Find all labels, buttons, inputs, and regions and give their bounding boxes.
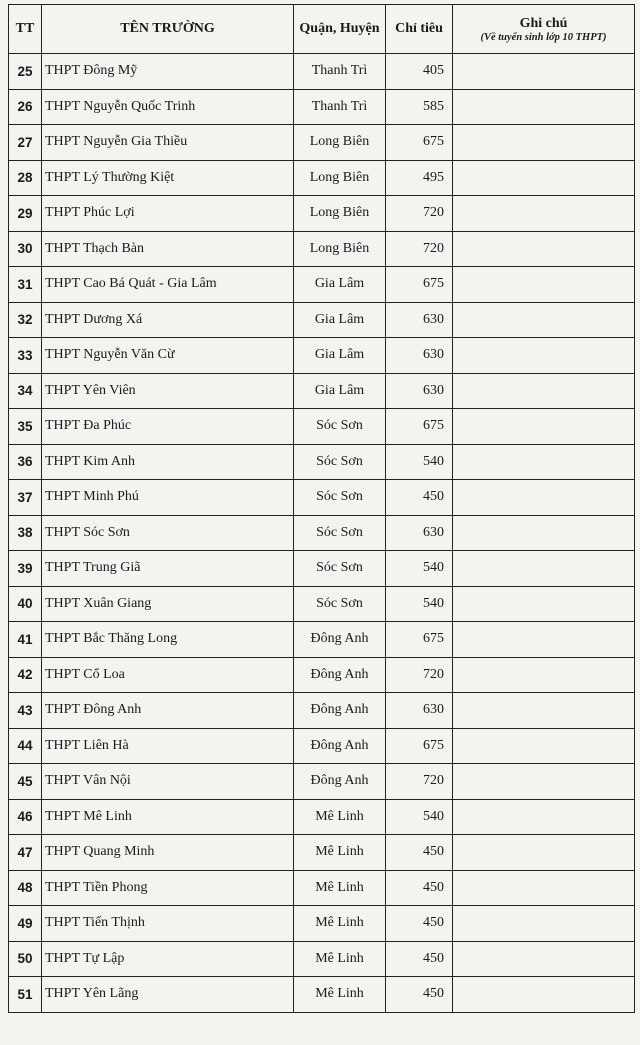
district-cell: Đông Anh [294, 622, 386, 658]
school-name-cell: THPT Yên Lãng [42, 977, 294, 1013]
quota-cell: 675 [386, 267, 453, 303]
quota-cell: 405 [386, 54, 453, 90]
quota-cell: 630 [386, 338, 453, 374]
district-cell: Đông Anh [294, 728, 386, 764]
table-row [9, 338, 635, 374]
table-row [9, 54, 635, 90]
header-note-subtitle: (Về tuyển sinh lớp 10 THPT) [480, 31, 607, 43]
district-cell: Sóc Sơn [294, 480, 386, 516]
table-row [9, 622, 635, 658]
table-row [9, 551, 635, 587]
quota-cell: 675 [386, 728, 453, 764]
quota-cell: 630 [386, 373, 453, 409]
header-school-name: TÊN TRƯỜNG [42, 5, 294, 54]
district-cell: Mê Linh [294, 835, 386, 871]
school-name-cell: THPT Bắc Thăng Long [42, 622, 294, 658]
school-name-cell: THPT Cổ Loa [42, 657, 294, 693]
note-cell [453, 409, 635, 445]
district-cell: Long Biên [294, 125, 386, 161]
row-number-cell: 49 [9, 906, 42, 942]
note-cell [453, 444, 635, 480]
note-cell [453, 977, 635, 1013]
table-row [9, 267, 635, 303]
row-number-cell: 42 [9, 657, 42, 693]
quota-cell: 450 [386, 835, 453, 871]
note-cell [453, 657, 635, 693]
table-row [9, 906, 635, 942]
header-note-title: Ghi chú [519, 15, 568, 31]
district-cell: Mê Linh [294, 799, 386, 835]
quota-cell: 540 [386, 551, 453, 587]
note-cell [453, 302, 635, 338]
district-cell: Sóc Sơn [294, 515, 386, 551]
school-name-cell: THPT Phúc Lợi [42, 196, 294, 232]
note-cell [453, 622, 635, 658]
quota-cell: 720 [386, 657, 453, 693]
school-name-cell: THPT Vân Nội [42, 764, 294, 800]
quota-cell: 630 [386, 302, 453, 338]
school-name-cell: THPT Yên Viên [42, 373, 294, 409]
note-cell [453, 870, 635, 906]
row-number-cell: 40 [9, 586, 42, 622]
note-cell [453, 196, 635, 232]
note-cell [453, 231, 635, 267]
row-number-cell: 29 [9, 196, 42, 232]
header-tt: TT [9, 5, 42, 54]
table-row [9, 835, 635, 871]
table-row [9, 160, 635, 196]
row-number-cell: 28 [9, 160, 42, 196]
row-number-cell: 45 [9, 764, 42, 800]
table-row [9, 693, 635, 729]
note-cell [453, 373, 635, 409]
school-name-cell: THPT Đông Anh [42, 693, 294, 729]
district-cell: Sóc Sơn [294, 409, 386, 445]
row-number-cell: 36 [9, 444, 42, 480]
district-cell: Gia Lâm [294, 338, 386, 374]
school-name-cell: THPT Kim Anh [42, 444, 294, 480]
note-cell [453, 941, 635, 977]
quota-cell: 675 [386, 409, 453, 445]
table-row [9, 870, 635, 906]
quota-cell: 450 [386, 870, 453, 906]
school-name-cell: THPT Sóc Sơn [42, 515, 294, 551]
table-row [9, 89, 635, 125]
quota-cell: 450 [386, 941, 453, 977]
table-row [9, 444, 635, 480]
row-number-cell: 35 [9, 409, 42, 445]
school-name-cell: THPT Minh Phú [42, 480, 294, 516]
note-cell [453, 586, 635, 622]
row-number-cell: 26 [9, 89, 42, 125]
table-body [9, 54, 635, 1013]
school-name-cell: THPT Nguyễn Văn Cừ [42, 338, 294, 374]
district-cell: Sóc Sơn [294, 586, 386, 622]
table-row [9, 196, 635, 232]
row-number-cell: 48 [9, 870, 42, 906]
row-number-cell: 39 [9, 551, 42, 587]
note-cell [453, 338, 635, 374]
note-cell [453, 480, 635, 516]
table-row [9, 799, 635, 835]
header-district: Quận, Huyện [294, 5, 386, 54]
note-cell [453, 515, 635, 551]
table-row [9, 728, 635, 764]
school-name-cell: THPT Trung Giã [42, 551, 294, 587]
note-cell [453, 728, 635, 764]
row-number-cell: 34 [9, 373, 42, 409]
table-row [9, 977, 635, 1013]
row-number-cell: 51 [9, 977, 42, 1013]
school-name-cell: THPT Liên Hà [42, 728, 294, 764]
school-name-cell: THPT Nguyễn Quốc Trinh [42, 89, 294, 125]
district-cell: Đông Anh [294, 657, 386, 693]
table-row [9, 586, 635, 622]
row-number-cell: 47 [9, 835, 42, 871]
table-row [9, 231, 635, 267]
row-number-cell: 44 [9, 728, 42, 764]
school-name-cell: THPT Đông Mỹ [42, 54, 294, 90]
note-cell [453, 906, 635, 942]
row-number-cell: 33 [9, 338, 42, 374]
district-cell: Long Biên [294, 160, 386, 196]
district-cell: Gia Lâm [294, 373, 386, 409]
district-cell: Mê Linh [294, 870, 386, 906]
row-number-cell: 38 [9, 515, 42, 551]
quota-cell: 540 [386, 444, 453, 480]
school-name-cell: THPT Quang Minh [42, 835, 294, 871]
district-cell: Long Biên [294, 231, 386, 267]
quota-cell: 450 [386, 977, 453, 1013]
table-row [9, 657, 635, 693]
school-quota-table [8, 4, 635, 1013]
quota-cell: 495 [386, 160, 453, 196]
school-name-cell: THPT Đa Phúc [42, 409, 294, 445]
header-note [453, 5, 635, 54]
district-cell: Sóc Sơn [294, 444, 386, 480]
district-cell: Gia Lâm [294, 267, 386, 303]
district-cell: Thanh Trì [294, 89, 386, 125]
quota-cell: 450 [386, 906, 453, 942]
note-cell [453, 267, 635, 303]
school-name-cell: THPT Tiền Phong [42, 870, 294, 906]
header-row [9, 5, 635, 54]
school-name-cell: THPT Thạch Bàn [42, 231, 294, 267]
row-number-cell: 41 [9, 622, 42, 658]
quota-cell: 675 [386, 622, 453, 658]
table-row [9, 302, 635, 338]
quota-cell: 630 [386, 693, 453, 729]
note-cell [453, 125, 635, 161]
row-number-cell: 31 [9, 267, 42, 303]
note-cell [453, 764, 635, 800]
row-number-cell: 32 [9, 302, 42, 338]
school-name-cell: THPT Tự Lập [42, 941, 294, 977]
table-row [9, 764, 635, 800]
district-cell: Thanh Trì [294, 54, 386, 90]
school-name-cell: THPT Xuân Giang [42, 586, 294, 622]
table-row [9, 515, 635, 551]
row-number-cell: 46 [9, 799, 42, 835]
table-row [9, 409, 635, 445]
note-cell [453, 89, 635, 125]
school-name-cell: THPT Dương Xá [42, 302, 294, 338]
row-number-cell: 25 [9, 54, 42, 90]
district-cell: Long Biên [294, 196, 386, 232]
district-cell: Sóc Sơn [294, 551, 386, 587]
header-quota: Chỉ tiêu [386, 5, 453, 54]
quota-cell: 540 [386, 799, 453, 835]
school-name-cell: THPT Mê Linh [42, 799, 294, 835]
note-cell [453, 693, 635, 729]
district-cell: Mê Linh [294, 941, 386, 977]
district-cell: Đông Anh [294, 693, 386, 729]
row-number-cell: 27 [9, 125, 42, 161]
table-row [9, 125, 635, 161]
district-cell: Đông Anh [294, 764, 386, 800]
quota-cell: 720 [386, 764, 453, 800]
note-cell [453, 799, 635, 835]
note-cell [453, 54, 635, 90]
school-name-cell: THPT Cao Bá Quát - Gia Lâm [42, 267, 294, 303]
district-cell: Gia Lâm [294, 302, 386, 338]
quota-cell: 450 [386, 480, 453, 516]
quota-cell: 675 [386, 125, 453, 161]
quota-cell: 720 [386, 231, 453, 267]
table-row [9, 373, 635, 409]
school-name-cell: THPT Nguyễn Gia Thiều [42, 125, 294, 161]
note-cell [453, 835, 635, 871]
row-number-cell: 43 [9, 693, 42, 729]
row-number-cell: 30 [9, 231, 42, 267]
note-cell [453, 551, 635, 587]
quota-cell: 630 [386, 515, 453, 551]
table-row [9, 480, 635, 516]
table-row [9, 941, 635, 977]
district-cell: Mê Linh [294, 906, 386, 942]
quota-cell: 720 [386, 196, 453, 232]
note-cell [453, 160, 635, 196]
school-name-cell: THPT Tiến Thịnh [42, 906, 294, 942]
school-name-cell: THPT Lý Thường Kiệt [42, 160, 294, 196]
quota-cell: 585 [386, 89, 453, 125]
district-cell: Mê Linh [294, 977, 386, 1013]
row-number-cell: 37 [9, 480, 42, 516]
row-number-cell: 50 [9, 941, 42, 977]
quota-cell: 540 [386, 586, 453, 622]
